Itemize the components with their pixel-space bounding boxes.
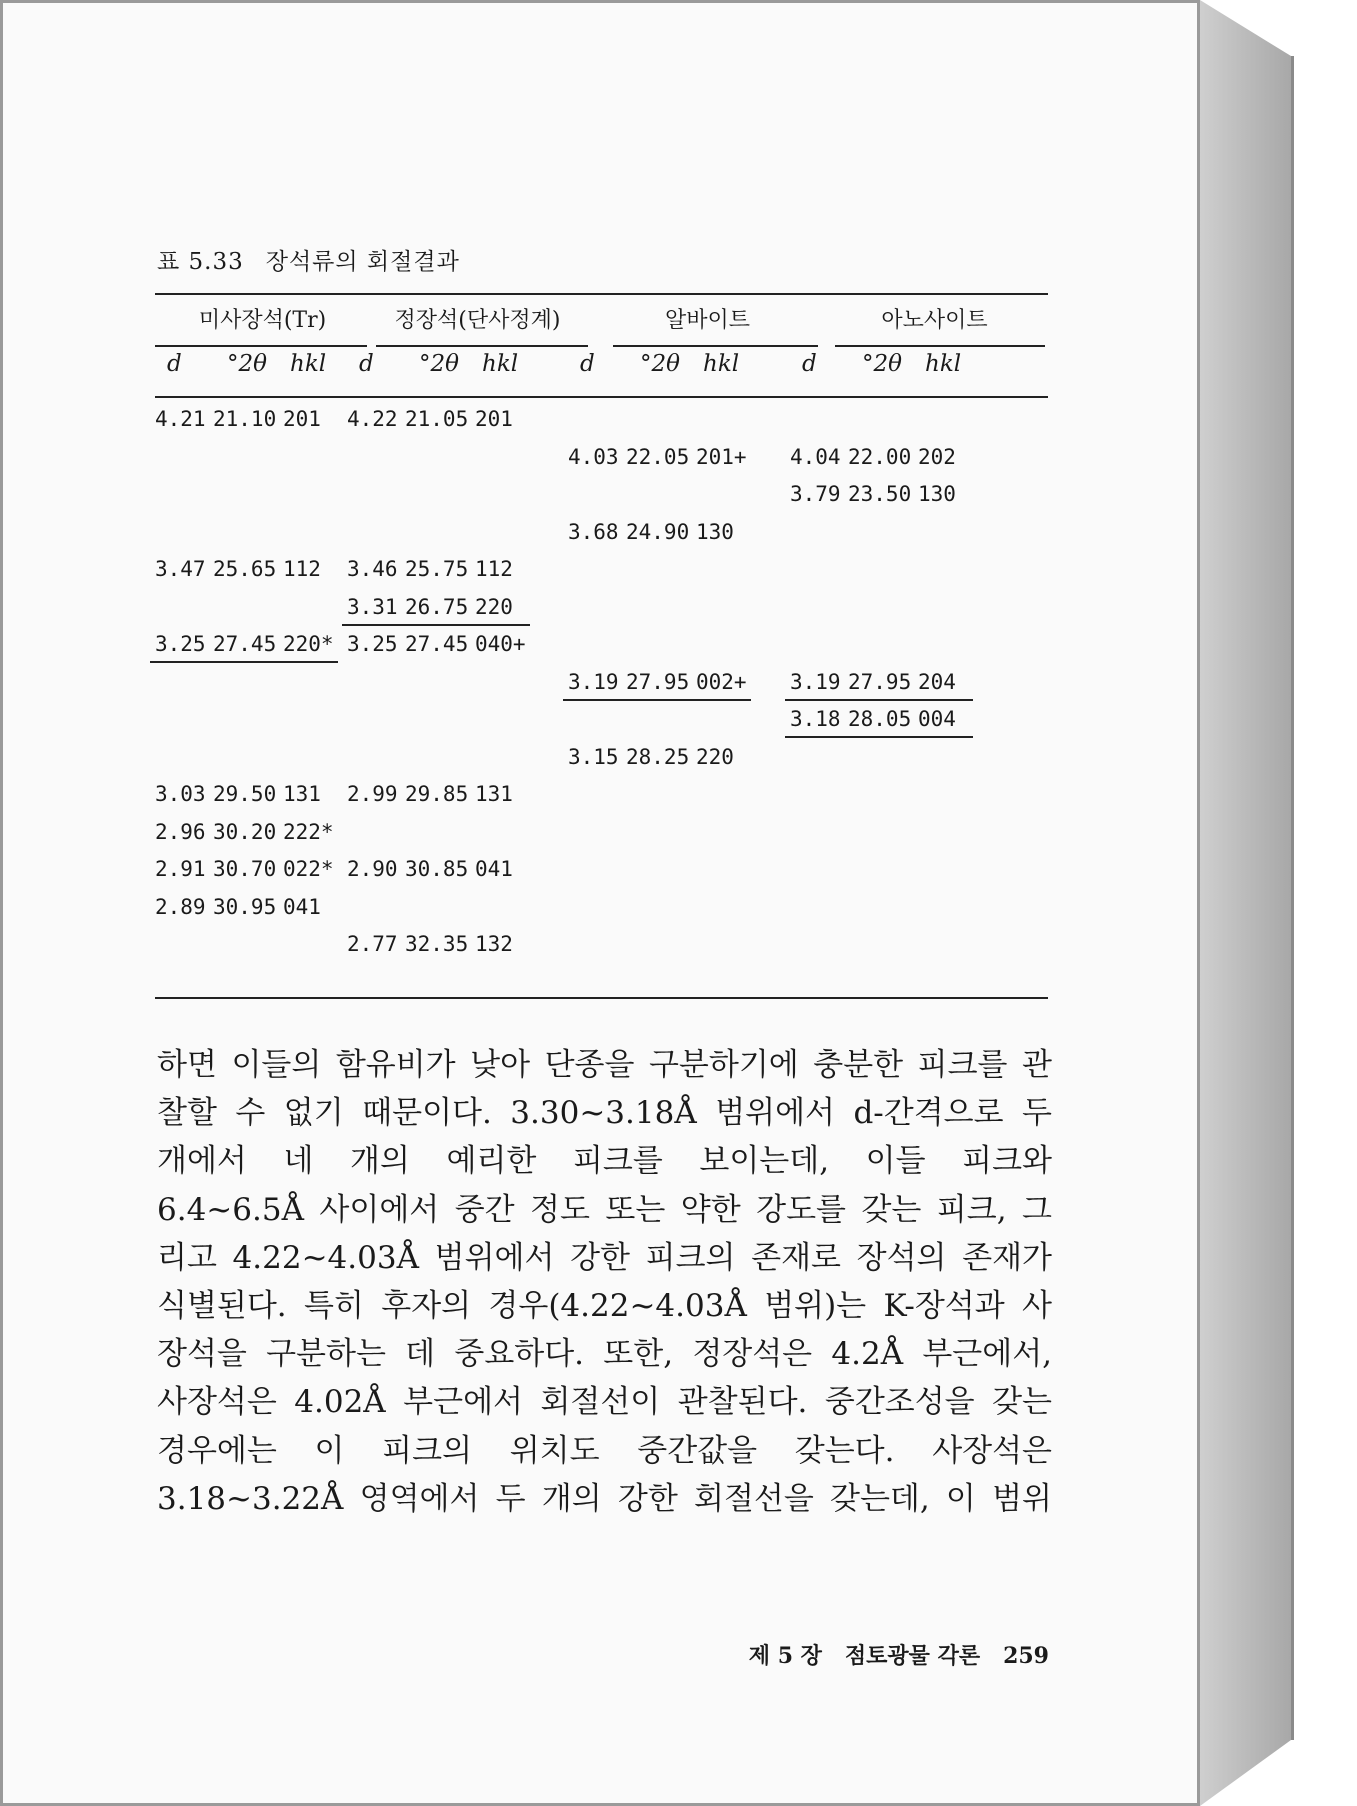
group-rule-orthoclase xyxy=(376,345,588,347)
body-paragraph xyxy=(157,1041,1052,1523)
body-line: 6.4~6.5Å 사이에서 중간 정도 또는 약한 강도를 갖는 피크, 그 xyxy=(157,1191,1052,1228)
table-cell-hkl: 201 xyxy=(283,407,321,431)
table-row xyxy=(155,666,1048,704)
table-cell-d: 2.99 xyxy=(347,782,398,806)
subheader-d: d xyxy=(580,351,595,377)
body-line: 리고 4.22~4.03Å 범위에서 강한 피크의 존재로 장석의 존재가 xyxy=(157,1239,1052,1276)
table-caption xyxy=(157,243,460,276)
subheader-2theta: °2θ xyxy=(640,351,680,377)
table-cell-hkl: 131 xyxy=(475,782,513,806)
subheader-hkl: hkl xyxy=(290,351,327,377)
subheader-d: d xyxy=(802,351,817,377)
table-cell-2theta: 32.35 xyxy=(405,932,469,956)
table-cell-hkl: 220* xyxy=(283,632,334,656)
table-cell-d: 3.19 xyxy=(568,669,619,694)
table-cell-d: 3.68 xyxy=(568,519,619,544)
table-cell-hkl: 112 xyxy=(475,557,513,581)
table-cell-d: 3.79 xyxy=(790,482,841,506)
table-cell-d: 2.77 xyxy=(347,932,398,956)
table-cell-hkl: 041 xyxy=(475,857,513,881)
body-line: 개에서 네 개의 예리한 피크를 보이는데, 이들 피크와 xyxy=(157,1143,1052,1180)
table-cell-hkl: 040+ xyxy=(475,632,526,656)
table-cell-2theta: 25.75 xyxy=(405,557,469,581)
table-cell-2theta: 28.25 xyxy=(626,744,690,769)
table-cell-hkl: 130 xyxy=(918,482,956,506)
table-cell-hkl: 222* xyxy=(283,819,334,844)
table-cell-2theta: 27.45 xyxy=(405,632,469,656)
table-cell-d: 3.25 xyxy=(347,632,398,656)
table-cell-hkl: 132 xyxy=(475,932,513,956)
table-row xyxy=(155,591,1048,629)
table-cell-2theta: 28.05 xyxy=(848,707,912,731)
footer-section: 점토광물 각론 xyxy=(844,1643,981,1669)
body-line: 사장석은 4.02Å 부근에서 회절선이 관찰된다. 중간조성을 갖는 xyxy=(157,1384,1052,1421)
table-number: 표 5.33 xyxy=(157,249,244,275)
entry-underline xyxy=(563,699,751,701)
table-row xyxy=(155,928,1048,966)
body-line: 경우에는 이 피크의 위치도 중간값을 갖는다. 사장석은 xyxy=(157,1432,1052,1469)
table-cell-d: 3.47 xyxy=(155,557,206,581)
table-cell-d: 3.15 xyxy=(568,744,619,769)
body-line: 식별된다. 특히 후자의 경우(4.22~4.03Å 범위)는 K-장석과 사 xyxy=(157,1288,1052,1325)
body-line: 찰할 수 없기 때문이다. 3.30~3.18Å 범위에서 d-간격으로 두 xyxy=(157,1095,1052,1132)
table-cell-d: 4.04 xyxy=(790,444,841,469)
table-cell-hkl: 220 xyxy=(475,594,513,619)
table-row xyxy=(155,403,1048,441)
footer-chapter: 제 5 장 xyxy=(748,1643,822,1669)
table-cell-d: 3.19 xyxy=(790,669,841,694)
table-cell-d: 3.46 xyxy=(347,557,398,581)
table-cell-d: 4.03 xyxy=(568,444,619,469)
book-spine-edge xyxy=(1291,56,1294,1740)
table-cell-d: 2.90 xyxy=(347,857,398,881)
table-cell-hkl: 002+ xyxy=(696,669,747,694)
table-cell-2theta: 21.10 xyxy=(213,407,277,431)
table-cell-hkl: 204 xyxy=(918,669,956,694)
entry-underline xyxy=(785,699,973,701)
table-cell-2theta: 30.95 xyxy=(213,894,277,919)
page-number: 259 xyxy=(1003,1643,1049,1669)
table-cell-d: 4.22 xyxy=(347,407,398,431)
table-cell-hkl: 202 xyxy=(918,444,956,469)
table-row xyxy=(155,853,1048,891)
table-row xyxy=(155,703,1048,741)
table-cell-hkl: 131 xyxy=(283,782,321,806)
table-cell-hkl: 201+ xyxy=(696,444,747,469)
body-line: 하면 이들의 함유비가 낮아 단종을 구분하기에 충분한 피크를 관 xyxy=(157,1047,1052,1083)
subheader-d: d xyxy=(167,351,182,377)
subheader-d: d xyxy=(359,351,374,377)
table-top-rule xyxy=(155,293,1048,295)
table-cell-hkl: 130 xyxy=(696,519,734,544)
group-rule-albite xyxy=(613,345,818,347)
body-line: 장석을 구분하는 데 중요하다. 또한, 정장석은 4.2Å 부근에서, xyxy=(157,1336,1052,1373)
subheader-hkl: hkl xyxy=(703,351,740,377)
table-cell-2theta: 30.70 xyxy=(213,857,277,881)
entry-underline xyxy=(342,624,530,626)
group-header-microcline: 미사장석(Tr) xyxy=(198,308,327,333)
header-bottom-rule xyxy=(155,396,1048,398)
table-cell-d: 2.89 xyxy=(155,894,206,919)
subheader-2theta: °2θ xyxy=(419,351,459,377)
table-cell-d: 3.25 xyxy=(155,632,206,656)
table-cell-2theta: 27.95 xyxy=(626,669,690,694)
table-row xyxy=(155,553,1048,591)
table-row xyxy=(155,441,1048,479)
table-cell-d: 3.18 xyxy=(790,707,841,731)
book-spine xyxy=(1200,0,1291,1806)
table-cell-hkl: 220 xyxy=(696,744,734,769)
table-cell-2theta: 30.20 xyxy=(213,819,277,844)
table-row xyxy=(155,891,1048,929)
entry-underline xyxy=(785,736,973,738)
table-cell-2theta: 22.00 xyxy=(848,444,912,469)
table-row xyxy=(155,516,1048,554)
table-cell-2theta: 23.50 xyxy=(848,482,912,506)
table-cell-2theta: 27.45 xyxy=(213,632,277,656)
subheader-hkl: hkl xyxy=(482,351,519,377)
page-footer xyxy=(703,1639,1049,1670)
table-cell-hkl: 041 xyxy=(283,894,321,919)
table-cell-d: 4.21 xyxy=(155,407,206,431)
table-cell-hkl: 004 xyxy=(918,707,956,731)
table-row xyxy=(155,741,1048,779)
entry-underline xyxy=(150,661,338,663)
table-cell-d: 3.03 xyxy=(155,782,206,806)
group-header-orthoclase: 정장석(단사정계) xyxy=(394,308,561,333)
table-cell-d: 2.96 xyxy=(155,819,206,844)
subheader-hkl: hkl xyxy=(925,351,962,377)
table-cell-d: 2.91 xyxy=(155,857,206,881)
table-cell-2theta: 22.05 xyxy=(626,444,690,469)
table-cell-2theta: 26.75 xyxy=(405,594,469,619)
table-cell-2theta: 25.65 xyxy=(213,557,277,581)
group-rule-anorthite xyxy=(835,345,1045,347)
table-cell-hkl: 201 xyxy=(475,407,513,431)
table-cell-2theta: 30.85 xyxy=(405,857,469,881)
table-cell-2theta: 29.85 xyxy=(405,782,469,806)
table-cell-2theta: 24.90 xyxy=(626,519,690,544)
table-cell-hkl: 022* xyxy=(283,857,334,881)
table-cell-hkl: 112 xyxy=(283,557,321,581)
subheader-2theta: °2θ xyxy=(862,351,902,377)
group-header-albite: 알바이트 xyxy=(664,308,750,333)
table-cell-2theta: 27.95 xyxy=(848,669,912,694)
table-cell-d: 3.31 xyxy=(347,594,398,619)
group-rule-microcline xyxy=(155,345,367,347)
group-header-anorthite: 아노사이트 xyxy=(881,308,988,333)
body-line: 3.18~3.22Å 영역에서 두 개의 강한 회절선을 갖는데, 이 범위 xyxy=(157,1480,1052,1517)
table-cell-2theta: 29.50 xyxy=(213,782,277,806)
table-row xyxy=(155,628,1048,666)
table-row xyxy=(155,778,1048,816)
table-row xyxy=(155,816,1048,854)
table-title: 장석류의 회절결과 xyxy=(265,249,460,275)
subheader-2theta: °2θ xyxy=(227,351,267,377)
table-bottom-rule xyxy=(155,997,1048,999)
table-row xyxy=(155,478,1048,516)
table-cell-2theta: 21.05 xyxy=(405,407,469,431)
